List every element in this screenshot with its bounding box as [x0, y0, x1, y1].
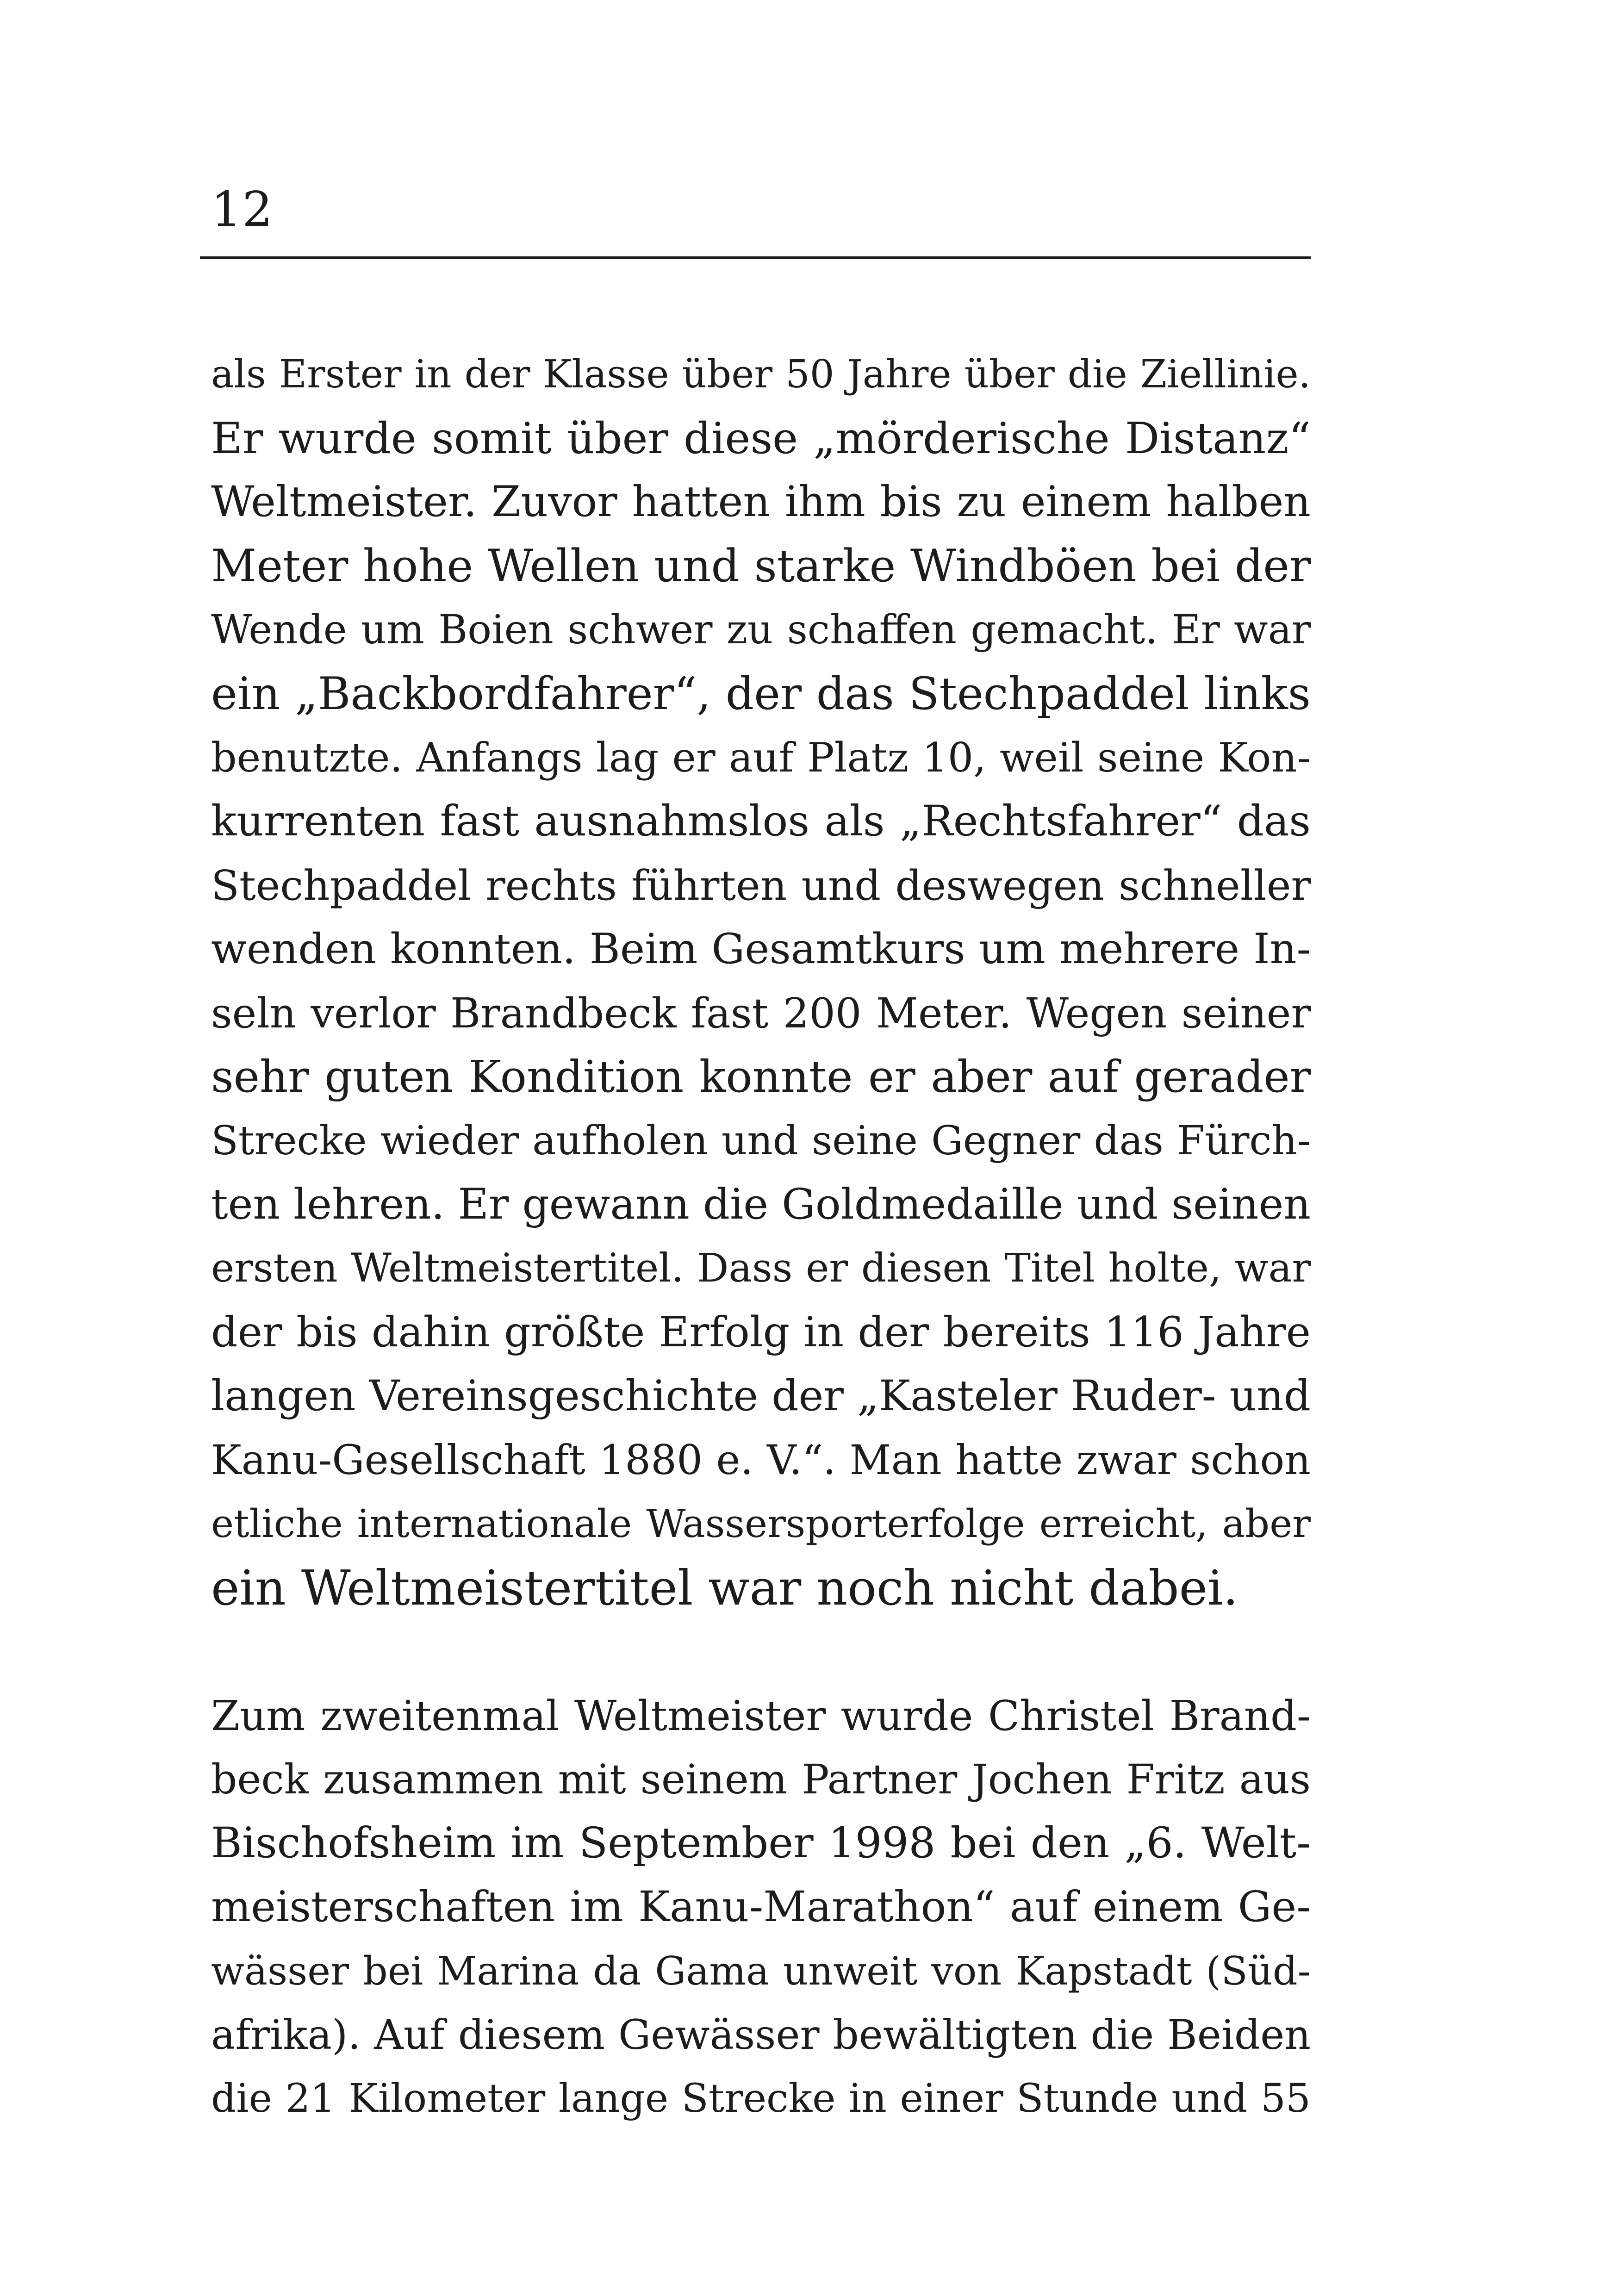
text-line: benutzte. Anfangs lag er auf Platz 10, weil seine Kon-	[211, 734, 1311, 781]
paragraph-1	[211, 342, 1311, 1620]
header-rule	[200, 256, 1311, 259]
text-line: Wende um Boien schwer zu schaffen gemacht. Er war	[211, 607, 1311, 653]
text-line: meisterschaften im Kanu-Marathon“ auf einem Ge-	[211, 1883, 1311, 1931]
text-line: wenden konnten. Beim Gesamtkurs um mehrere In-	[211, 925, 1311, 973]
text-line: seln verlor Brandbeck fast 200 Meter. Wegen seiner	[211, 989, 1311, 1037]
text-line: als Erster in der Klasse über 50 Jahre über die Ziellinie.	[211, 352, 1311, 397]
text-line: Meter hohe Wellen und starke Windböen bei der	[211, 540, 1311, 592]
text-line: ersten Weltmeistertitel. Dass er diesen Titel holte, war	[211, 1245, 1311, 1291]
text-line: Kanu-Gesellschaft 1880 e. V.“. Man hatte zwar schon	[211, 1436, 1311, 1484]
text-line: Stechpaddel rechts führten und deswegen schneller	[211, 861, 1311, 909]
text-line: Bischofsheim im September 1998 bei den „6. Welt-	[211, 1819, 1311, 1867]
text-line: Zum zweitenmal Weltmeister wurde Christel Brand-	[211, 1692, 1311, 1740]
text-line: langen Vereinsgeschichte der „Kasteler Ruder- und	[211, 1372, 1311, 1420]
text-line: der bis dahin größte Erfolg in der bereits 116 Jahre	[211, 1308, 1311, 1356]
text-line: afrika). Auf diesem Gewässer bewältigten die Beiden	[211, 2011, 1311, 2059]
text-line: Weltmeister. Zuvor hatten ihm bis zu einem halben	[211, 478, 1311, 526]
paragraph-2	[211, 1684, 1311, 2131]
body-text	[211, 342, 1311, 2131]
text-line: sehr guten Kondition konnte er aber auf gerader	[211, 1052, 1311, 1102]
text-line: ein „Backbordfahrer“, der das Stechpaddel links	[211, 668, 1311, 720]
text-line: ein Weltmeistertitel war noch nicht dabei.	[211, 1560, 1238, 1616]
text-line: wässer bei Marina da Gama unweit von Kapstadt (Süd-	[211, 1948, 1311, 1994]
text-line: etliche internationale Wassersporterfolge erreicht, aber	[211, 1501, 1311, 1546]
text-line: beck zusammen mit seinem Partner Jochen Fritz aus	[211, 1755, 1311, 1803]
page-number: 12	[211, 181, 274, 237]
text-line: Strecke wieder aufholen und seine Gegner das Fürch-	[211, 1118, 1311, 1164]
text-line: die 21 Kilometer lange Strecke in einer Stunde und 55	[211, 2076, 1311, 2122]
text-line: kurrenten fast ausnahmslos als „Rechtsfahrer“ das	[211, 797, 1311, 846]
text-line: ten lehren. Er gewann die Goldmedaille und seinen	[211, 1180, 1311, 1229]
text-line: Er wurde somit über diese „mörderische Distanz“	[211, 413, 1311, 463]
